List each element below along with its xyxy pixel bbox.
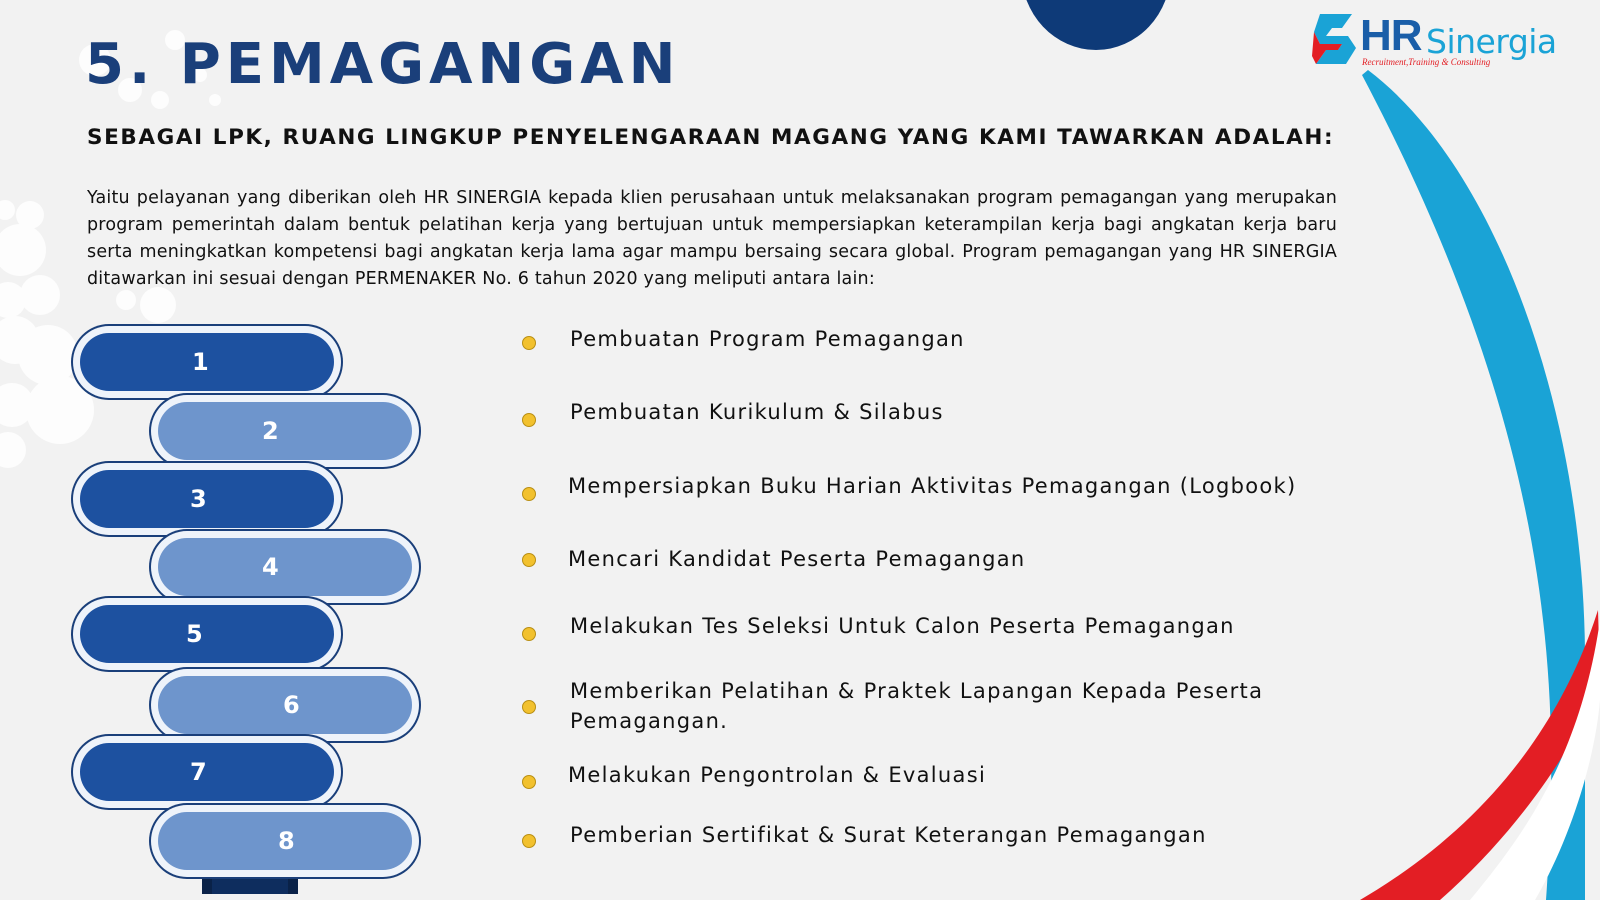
step-number: 2 [262,417,279,445]
list-item-text: Mempersiapkan Buku Harian Aktivitas Pemagangan (Logbook) [568,474,1297,498]
logo-tagline: Recruitment,Training & Consulting [1362,57,1491,67]
company-logo [1312,8,1592,72]
page-title: 5. PEMAGANGAN [85,32,681,97]
list-item-text: Pembuatan Program Pemagangan [570,327,965,351]
bullet-icon [522,553,536,567]
step-number: 4 [262,553,279,581]
bullet-icon [522,627,536,641]
step-pill-3 [80,470,334,528]
step-pill-2 [158,402,412,460]
blue-arc [1362,70,1585,900]
list-item-text: Pemberian Sertifikat & Surat Keterangan Pemagangan [570,823,1207,847]
bullet-icon [522,487,536,501]
step-pill-8 [158,812,412,870]
list-item-text: Melakukan Pengontrolan & Evaluasi [568,763,987,787]
section-subtitle: SEBAGAI LPK, RUANG LINGKUP PENYELENGARAAN MAGANG YANG KAMI TAWARKAN ADALAH: [87,125,1335,150]
list-item-text: Mencari Kandidat Peserta Pemagangan [568,547,1026,571]
list-item-text: Melakukan Tes Seleksi Untuk Calon Peserta Pemagangan [570,614,1235,638]
step-number: 6 [283,691,300,719]
step-pill-6 [158,676,412,734]
logo-sinergia-text: Sinergia [1426,22,1557,61]
step-pill-5 [80,605,334,663]
bullet-icon [522,413,536,427]
step-number: 3 [190,485,207,513]
step-pill-7 [80,743,334,801]
step-number: 8 [278,827,295,855]
bullet-icon [522,700,536,714]
step-number: 7 [190,758,207,786]
bullet-icon [522,336,536,350]
logo-s-icon [1312,10,1362,68]
step-pill-1 [80,333,334,391]
step-number: 5 [186,620,203,648]
intro-paragraph: Yaitu pelayanan yang diberikan oleh HR SINERGIA kepada klien perusahaan untuk melaksanakan program pemagangan yang merupakan program pemerintah dalam bentuk pelatihan kerja yang bertujuan untuk mempersiapkan keterampilan kerja bagi angkatan kerja baru serta meningkatkan kompetensi bagi angkatan kerja lama agar mampu bersaing secara global. Program pemagangan yang HR SINERGIA ditawarkan ini sesuai dengan PERMENAKER No. 6 tahun 2020 yang meliputi antara lain: [87,188,1337,289]
list-item-text: Pembuatan Kurikulum & Silabus [570,400,944,424]
bullet-icon [522,834,536,848]
logo-hr-text: HR [1360,11,1422,60]
step-pill-4 [158,538,412,596]
bullet-icon [522,775,536,789]
step-number: 1 [192,348,209,376]
step-ladder [70,330,430,900]
list-item-text: Memberikan Pelatihan & Praktek Lapangan Kepada Peserta Pemagangan. [570,679,1264,733]
